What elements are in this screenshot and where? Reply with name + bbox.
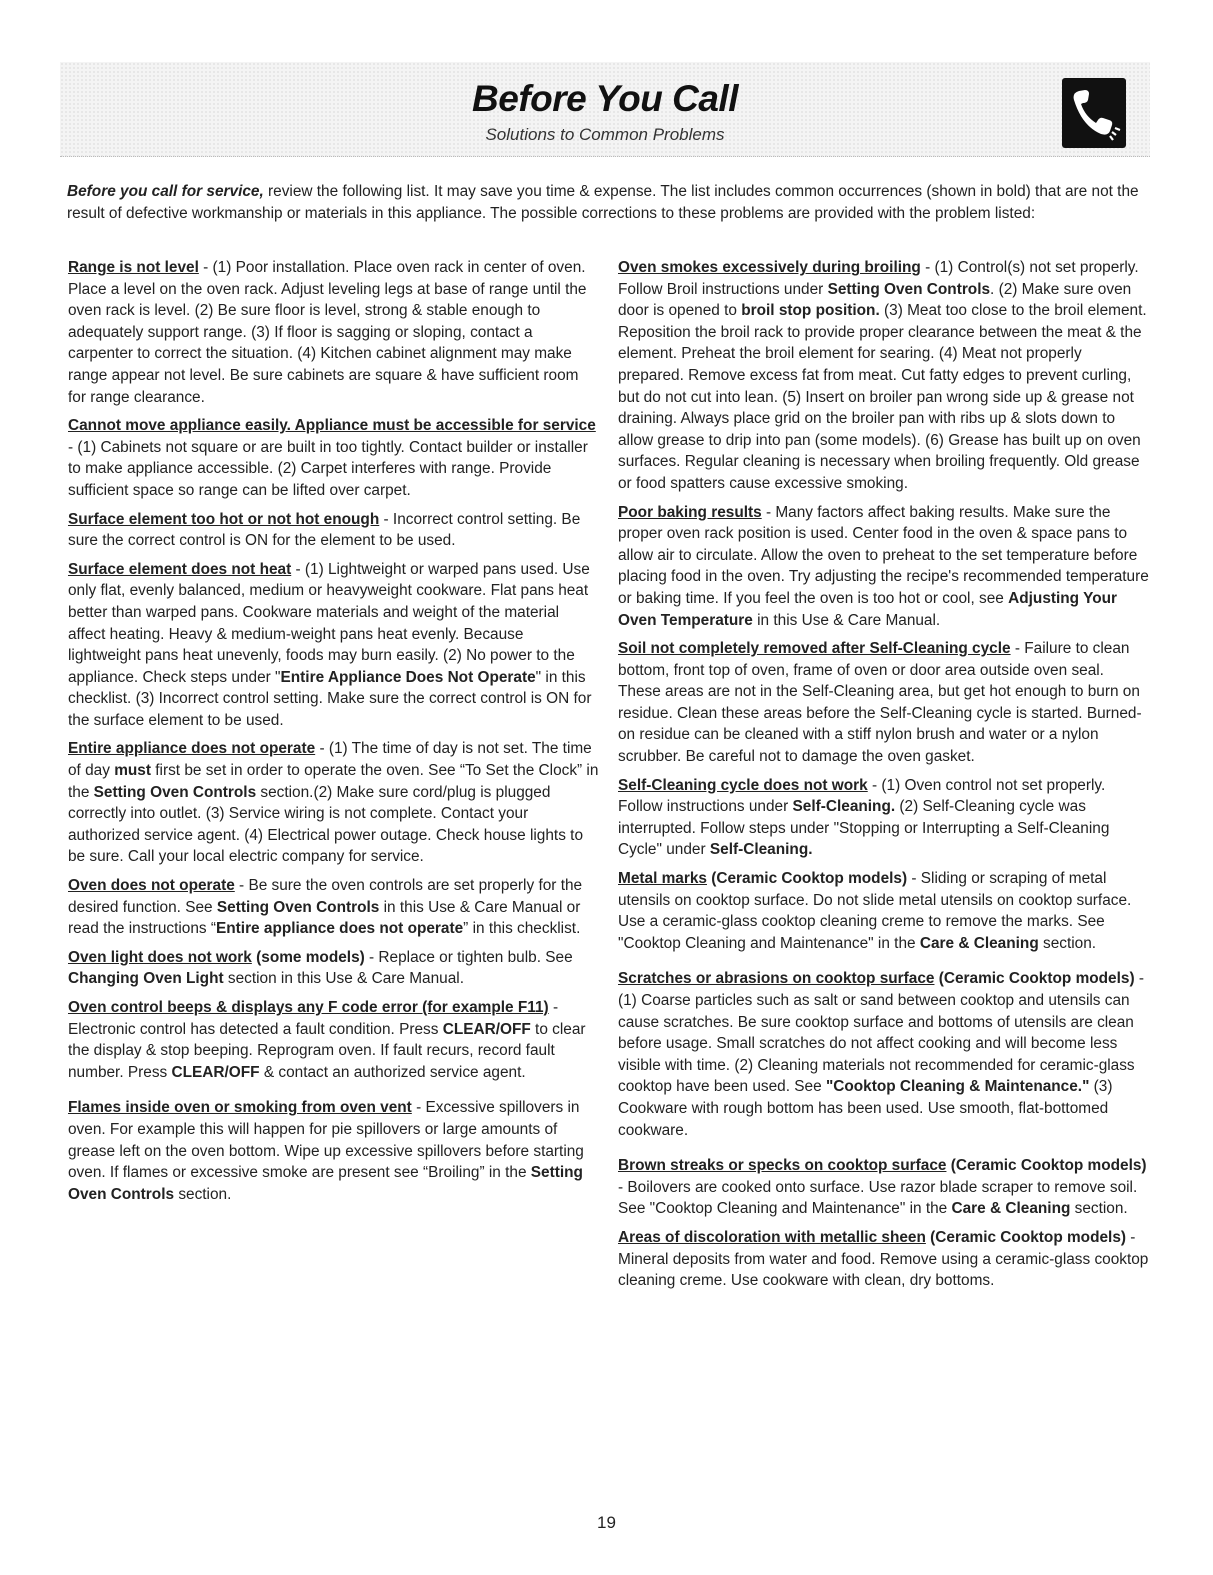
entry-oven-control-beeps: Oven control beeps & displays any F code error (for example F11) - Electronic control has detected a fault condition. Press CLEAR/OFF to clear the display & stop beeping. Reprogram oven. If fault recurs, record fault number. Press CLEAR/OFF & contact an authorized service agent. [68,999,586,1081]
entry-oven-smokes: Oven smokes excessively during broiling - (1) Control(s) not set properly. Follow Broil instructions under Setting Oven Controls. (2) Make sure oven door is opened to broil stop position. (3) Meat too close to the broil element. Reposition the broil rack to provide proper clearance between the meat & the element. Preheat the broil element for searing. (4) Meat not properly prepared. Remove excess fat from meat. Cut fatty edges to prevent curling, but do not cut into lean. (5) Insert on broiler pan wrong side up & grease not draining. Always place grid on the broiler pan with ribs up & slots down to allow grease to drip into pan (some models). (6) Grease has built up on oven surfaces. Regular cleaning is necessary when broiling frequently. Old grease or food spatters cause excessive smoking. [618,259,1147,492]
entry-heading: Flames inside oven or smoking from oven vent [68,1099,412,1117]
intro-lead: Before you call for service, [67,183,264,200]
entry-heading: Areas of discoloration with metallic sheen [618,1228,926,1246]
entry-oven-light: Oven light does not work (some models) - Replace or tighten bulb. See Changing Oven Light section in this Use & Care Manual. [68,948,573,988]
entry-scratches: Scratches or abrasions on cooktop surface (Ceramic Cooktop models) - (1) Coarse particles such as salt or sand between cooktop and utensils can cause scratches. Be sure cooktop surface and bottoms of utensils are clean before usage. Small scratches do not affect cooking and will become less visible with time. (2) Cleaning materials not recommended for ceramic-glass cooktop have been used. See "Cooktop Cleaning & Maintenance." (3) Cookware with rough bottom has been used. Use smooth, flat-bottomed cookware. [618,970,1144,1139]
entry-heading: Oven control beeps & displays any F code error (for example F11) [68,999,549,1016]
entry-heading: Metal marks [618,870,707,888]
entry-surface-element-not-heat: Surface element does not heat - (1) Lightweight or warped pans used. Use only flat, evenly balanced, medium or heavyweight cookware. Flat pans heat better than warped pans. Cookware materials and weight of the material affect heating. Heavy & medium-weight pans heat evenly. Because lightweight pans heat unevenly, foods may burn easily. (2) No power to the appliance. Check steps under "Entire Appliance Does Not Operate" in this checklist. (3) Incorrect control setting. Make sure the correct control is ON for the surface element to be used. [68,560,592,729]
entry-range-not-level: Range is not level - (1) Poor installation. Place oven rack in center of oven. Place a level on the oven rack. Adjust leveling legs at base of range until the oven rack is level. (2) Be sure floor is level, strong & stable enough to adequately support range. (3) If floor is sagging or sloping, contact a carpenter to correct the situation. (4) Kitchen cabinet alignment may make range appear not level. Be sure cabinets are square & have sufficient room for range clearance. [68,259,587,406]
entry-cannot-move-appliance: Cannot move appliance easily. Appliance must be accessible for service - (1) Cabinets not square or are built in too tightly. Contact builder or installer to make appliance accessible. (2) Carpet interferes with range. Provide sufficient space so range can be lifted over carpet. [68,417,596,499]
entry-heading: Scratches or abrasions on cooktop surface [618,970,935,988]
entry-heading: Cannot move appliance easily. Appliance must be accessible for service [68,417,596,435]
phone-icon [1062,78,1126,148]
entry-heading: Surface element does not heat [68,560,292,578]
entry-surface-element-too-hot: Surface element too hot or not hot enough - Incorrect control setting. Be sure the correct control is ON for the element to be used. [68,510,581,550]
entry-heading: Entire appliance does not operate [68,740,316,758]
page-number: 19 [597,1513,616,1532]
page-title: Before You Call [472,78,738,119]
intro-paragraph [67,181,1152,225]
entry-oven-not-operate: Oven does not operate - Be sure the oven controls are set properly for the desired function. See Setting Oven Controls in this Use & Care Manual or read the instructions “Entire appliance does not operate” in this checklist. [68,877,583,938]
entry-metal-marks: Metal marks (Ceramic Cooktop models) - Sliding or scraping of metal utensils on cooktop surface. Do not slide metal utensils on cooktop surface. Use a ceramic-glass cooktop cleaning creme to remove the marks. See "Cooktop Cleaning and Maintenance" in the Care & Cleaning section. [618,870,1132,952]
entry-heading: Surface element too hot or not hot enough [68,510,380,528]
intro-text: review the following list. It may save you time & expense. The list includes common occurrences (shown in bold) that are not the result of defective workmanship or materials in this appliance. The possible corrections to these problems are provided with the problem listed: [67,183,1139,222]
entry-heading: Brown streaks or specks on cooktop surface [618,1157,947,1175]
page-subtitle: Solutions to Common Problems [485,125,725,144]
entry-heading: Oven does not operate [68,877,235,895]
right-column [618,257,1150,1299]
entry-entire-appliance: Entire appliance does not operate - (1) The time of day is not set. The time of day must first be set in order to operate the oven. See “To Set the Clock” in the Setting Oven Controls section.(2) Make sure cord/plug is plugged correctly into outlet. (3) Service wiring is not complete. Contact your authorized service agent. (4) Electrical power outage. Check house lights to be sure. Call your local electric company for service. [68,740,599,866]
entry-self-cleaning: Self-Cleaning cycle does not work - (1) Oven control not set properly. Follow instructions under Self-Cleaning. (2) Self-Cleaning cycle was interrupted. Follow steps under "Stopping or Interrupting a Self-Cleaning Cycle" under Self-Cleaning. [618,776,1110,859]
entry-heading: Poor baking results [618,503,762,521]
left-column [68,257,600,1212]
entry-discoloration: Areas of discoloration with metallic sheen (Ceramic Cooktop models) - Mineral deposits from water and food. Remove using a ceramic-glass cooktop cleaning creme. Use cookware with clean, dry bottoms. [618,1228,1149,1290]
entry-heading: Self-Cleaning cycle does not work [618,776,868,794]
entry-heading: Oven light does not work [68,948,252,966]
entry-heading: Oven smokes excessively during broiling [618,259,921,276]
entry-heading: Soil not completely removed after Self-Cleaning cycle [618,640,1011,658]
header-banner [60,62,1150,157]
entry-poor-baking: Poor baking results - Many factors affect baking results. Make sure the proper oven rack position is used. Center food in the oven & space pans to allow air to circulate. Allow the oven to preheat to the set temperature before placing food in the oven. Try adjusting the recipe's recommended temperature or baking time. If you feel the oven is too hot or cool, see Adjusting Your Oven Temperature in this Use & Care Manual. [618,503,1149,629]
entry-soil-not-removed: Soil not completely removed after Self-Cleaning cycle - Failure to clean bottom, front top of oven, frame of oven or door area outside oven seal. These areas are not in the Self-Cleaning area, but get hot enough to burn on residue. Clean these areas before the Self-Cleaning cycle is started. Burned-on residue can be cleaned with a stiff nylon brush and water or a nylon scrubber. Be careful not to damage the oven gasket. [618,640,1142,766]
entry-brown-streaks: Brown streaks or specks on cooktop surface (Ceramic Cooktop models) - Boilovers are cooked onto surface. Use razor blade scraper to remove soil. See "Cooktop Cleaning and Maintenance" in the Care & Cleaning section. [618,1157,1147,1218]
entry-flames-inside-oven: Flames inside oven or smoking from oven vent - Excessive spillovers in oven. For example this will happen for pie spillovers or large amounts of grease left on the oven bottom. Wipe up excessive spillovers before starting oven. If flames or excessive smoke are present see “Broiling” in the Setting Oven Controls section. [68,1099,584,1203]
entry-heading: Range is not level [68,259,199,276]
